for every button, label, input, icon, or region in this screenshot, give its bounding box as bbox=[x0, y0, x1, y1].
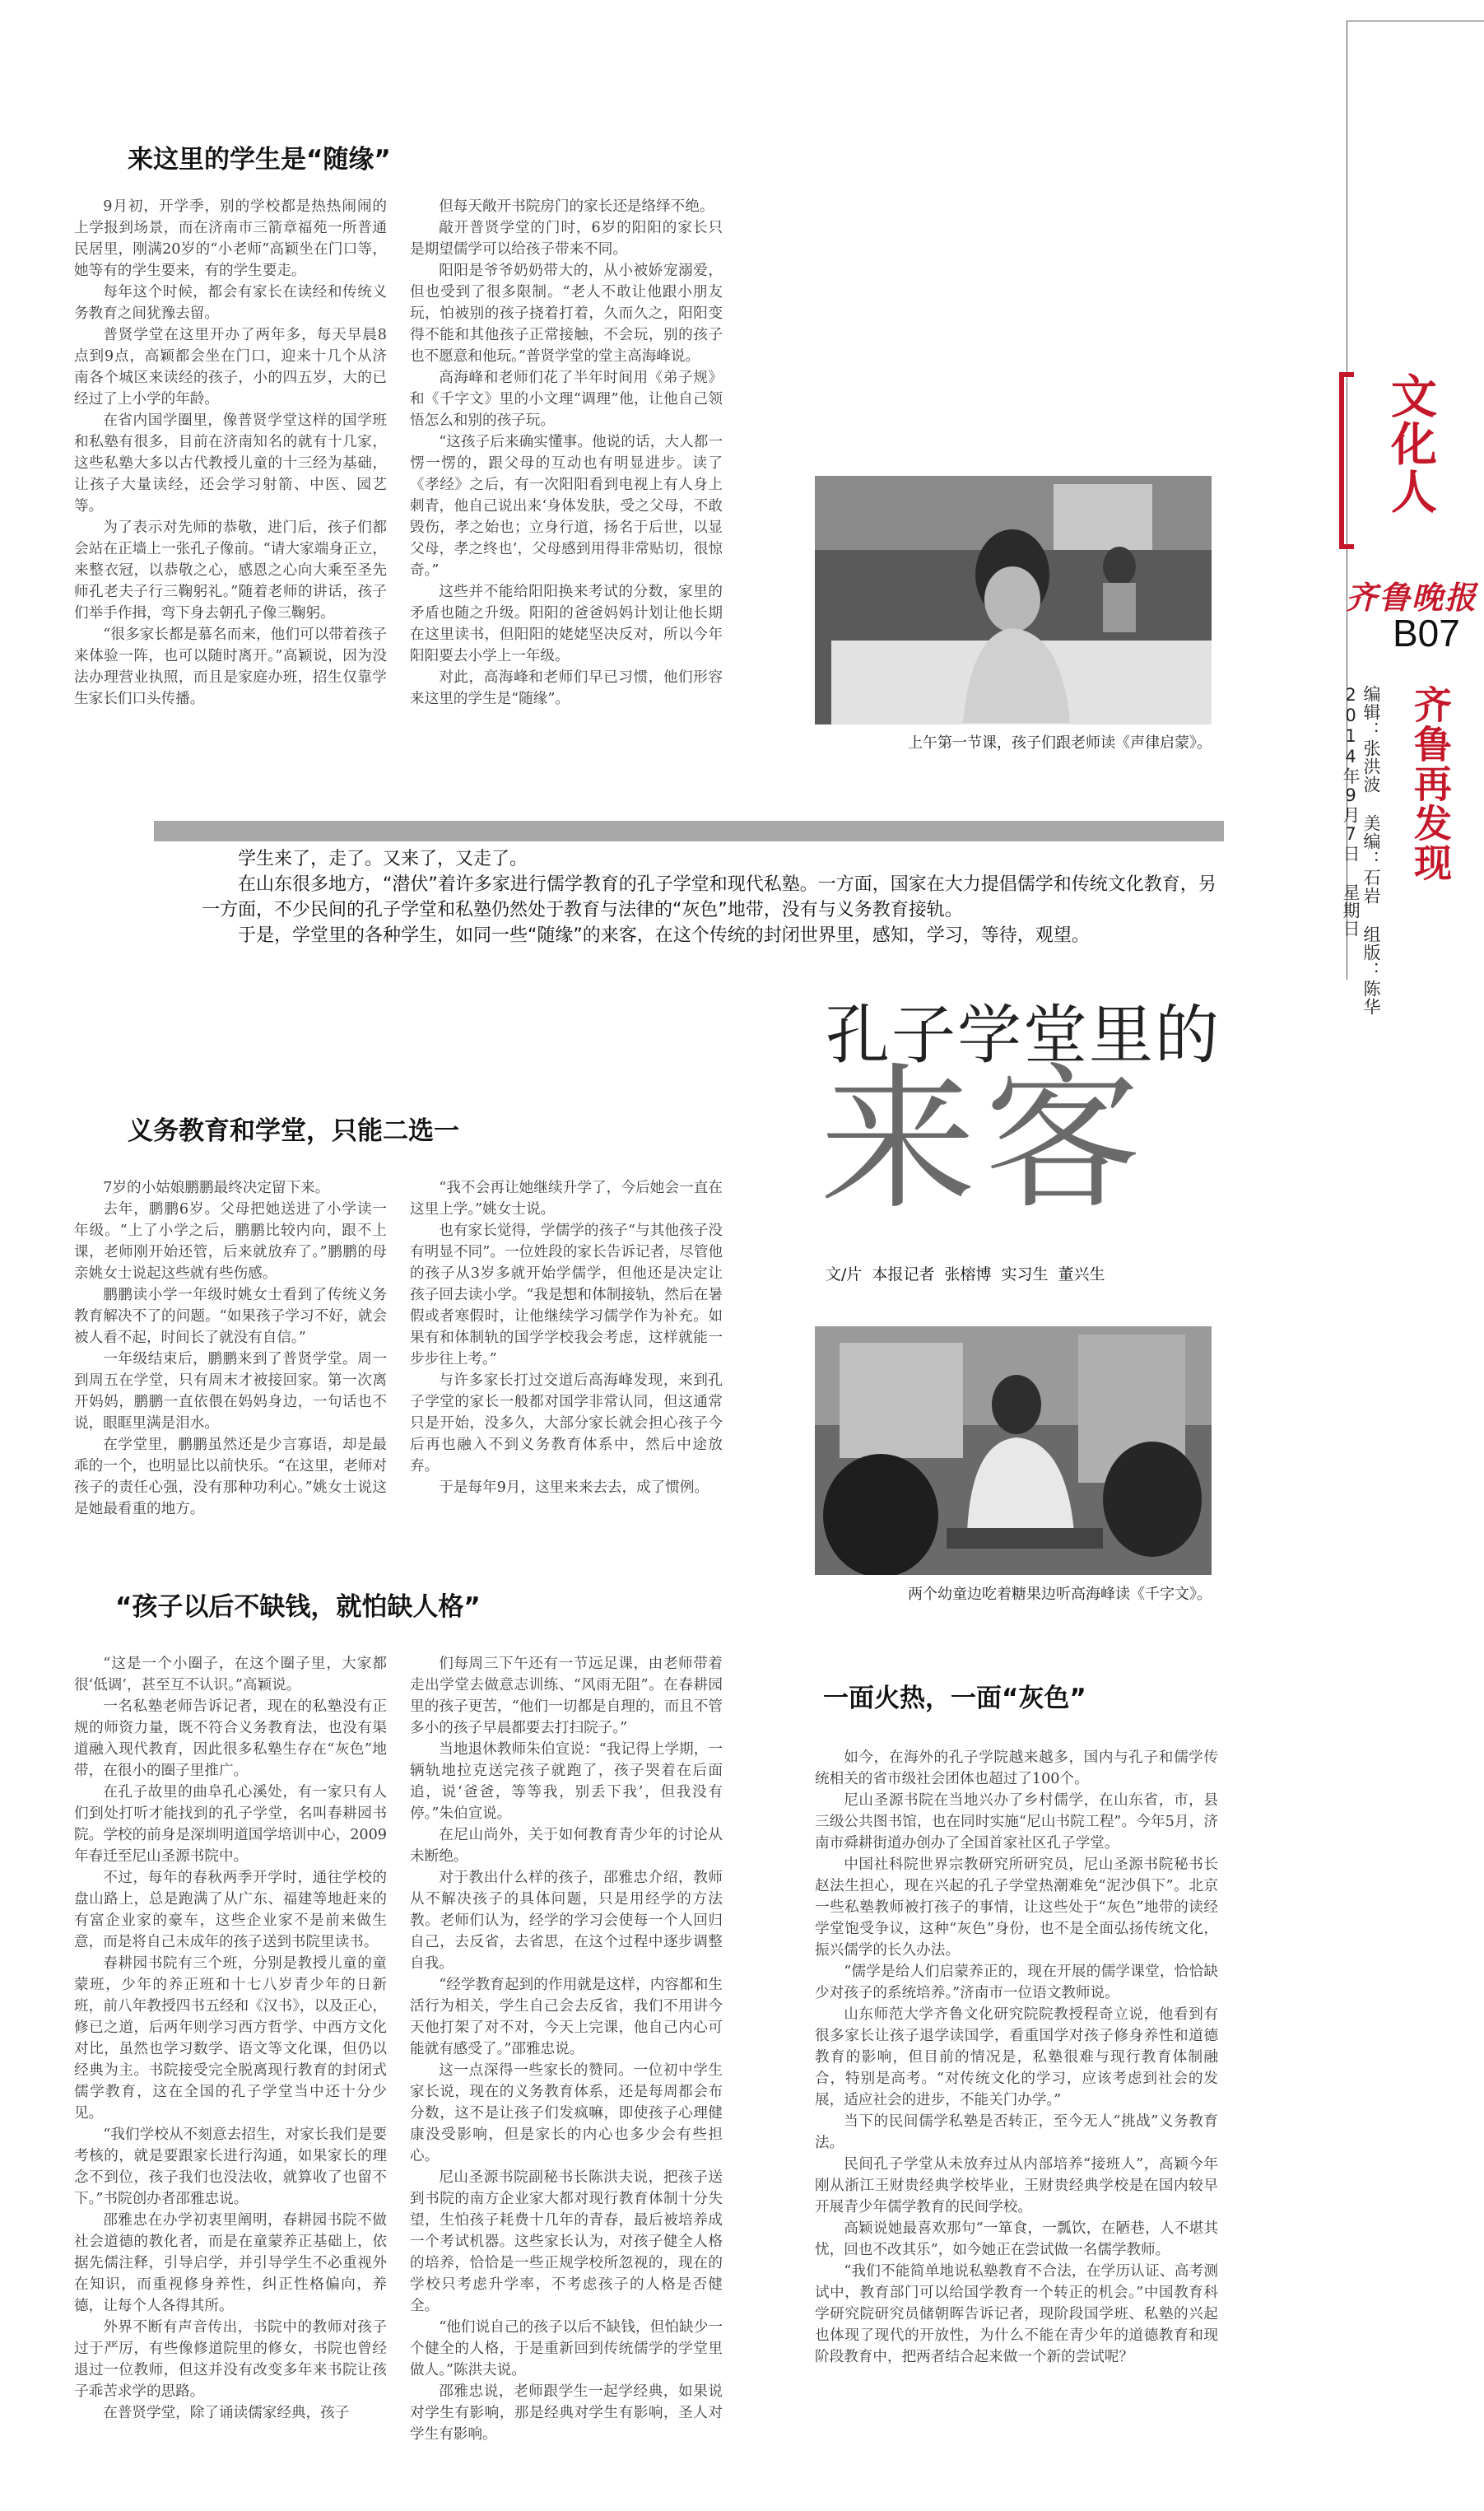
paragraph: 这一点深得一些家长的赞同。一位初中学生家长说，现在的义务教育体系，还是每周都会布分数，这不是让孩子们发疯嘛，即使孩子心理健康没受影响，但是家长的内心也多少会有些担心。 bbox=[410, 2062, 723, 2164]
paragraph: “他们说自己的孩子以后不缺钱，但怕缺少一个健全的人格，于是重新回到传统儒学的学堂里做人。”陈洪夫说。 bbox=[410, 2319, 723, 2378]
paragraph: “我不会再让她继续升学了，今后她会一直在这里上学。”姚女士说。 bbox=[410, 1180, 723, 1218]
paragraph: 民间孔子学堂从未放弃过从内部培养“接班人”，高颖今年刚从浙江王财贵经典学校毕业，王财贵经典学校是在国内较早开展青少年儒学教育的民间学校。 bbox=[815, 2156, 1218, 2215]
paragraph: 9月初，开学季，别的学校都是热热闹闹的上学报到场景，而在济南市三箭章福苑一所普通民居里，刚满20岁的“小老师”高颖坐在门口等，她等有的学生要来，有的学生要走。 bbox=[74, 198, 387, 279]
paragraph: 尼山圣源书院在当地兴办了乡村儒学，在山东省，市，县三级公共图书馆，也在同时实施“尼山书院工程”。今年5月，济南市舜耕街道办创办了全国首家社区孔子学堂。 bbox=[815, 1792, 1218, 1852]
paragraph: 敲开普贤学堂的门时，6岁的阳阳的家长只是期望儒学可以给孩子带来不同。 bbox=[410, 220, 723, 258]
section-heading-4: 一面火热，一面“灰色” bbox=[823, 1684, 1086, 1713]
paragraph: 邵雅忠说，老师跟学生一起学经典，如果说对学生有影响，那是经典对学生有影响，圣人对学生有影响。 bbox=[410, 2383, 723, 2443]
paragraph: “很多家长都是慕名而来，他们可以带着孩子来体验一阵，也可以随时离开。”高颖说，因为没法办理营业执照，而且是家庭办班，招生仅靠学生家长们口头传播。 bbox=[74, 627, 387, 707]
paragraph: 对于教出什么样的孩子，邵雅忠介绍，教师从不解决孩子的具体问题，只是用经学的方法教。老师们认为，经学的学习会使每一个人回归自己，去反省，去省思，在这个过程中逐步调整自我。 bbox=[410, 1870, 723, 1972]
paragraph: 在孔子故里的曲阜孔心溪处，有一家只有人们到处打听才能找到的孔子学堂，名叫春耕园书院。学校的前身是深圳明道国学培训中心，2009年春迁至尼山圣源书院中。 bbox=[74, 1784, 387, 1865]
paragraph: 阳阳是爷爷奶奶带大的，从小被娇宠溺爱，但也受到了很多限制。“老人不敢让他跟小朋友玩，怕被别的孩子挠着打着，久而久之，阳阳变得不能和其他孩子正常接触，不会玩，别的孩子也不愿意和他玩。”普贤学堂的堂主高海峰说。 bbox=[410, 263, 723, 365]
paragraph: 中国社科院世界宗教研究所研究员，尼山圣源书院秘书长赵法生担心，现在兴起的孔子学堂热潮难免“泥沙俱下”。北京一些私塾教师被打孩子的事情，让这些处于“灰色”地带的读经学堂饱受争议，这种“灰色”身份，也不是全面弘扬传统文化，振兴儒学的长久办法。 bbox=[815, 1856, 1218, 1959]
paragraph: 一名私塾老师告诉记者，现在的私塾没有正规的师资力量，既不符合义务教育法，也没有渠道融入现代教育，因此很多私塾生存在“灰色”地带，在很小的圈子里推广。 bbox=[74, 1698, 387, 1779]
paragraph: 当地退休教师朱伯宣说：“我记得上学期，一辆轨地拉克送完孩子就跑了，孩子哭着在后面追，说‘爸爸，等等我，别丢下我’，但我没有停。”朱伯宣说。 bbox=[410, 1741, 723, 1822]
paragraph: “经学教育起到的作用就是这样，内容都和生活行为相关，学生自己会去反省，我们不用讲今天他打架了对不对，今天上完课，他自己内心可能就有感受了。”邵雅忠说。 bbox=[410, 1977, 723, 2057]
paragraph: 对此，高海峰和老师们早已习惯，他们形容来这里的学生是“随缘”。 bbox=[410, 669, 723, 707]
paragraph: 鹏鹏读小学一年级时姚女士看到了传统义务教育解决不了的问题。“如果孩子学习不好，就会被人看不起，时间长了就没有自信。” bbox=[74, 1287, 387, 1346]
article-intro bbox=[202, 846, 1222, 948]
paragraph: “这是一个小圈子，在这个圈子里，大家都很‘低调’，甚至互不认识。”高颖说。 bbox=[74, 1656, 387, 1693]
paragraph: 一年级结束后，鹏鹏来到了普贤学堂。周一到周五在学堂，只有周末才被接回家。第一次离开妈妈，鹏鹏一直依偎在妈妈身边，一句话也不说，眼眶里满是泪水。 bbox=[74, 1351, 387, 1432]
intro-line-2: 在山东很多地方，“潜伏”着许多家进行儒学教育的孔子学堂和现代私塾。一方面，国家在大力提倡儒学和传统文化教育，另一方面，不少民间的孔子学堂和私塾仍然处于教育与法律的“灰色”地带，没有与义务教育接轨。 bbox=[202, 874, 1217, 920]
paragraph: 在省内国学圈里，像普贤学堂这样的国学班和私塾有很多，目前在济南知名的就有十几家，这些私塾大多以古代教授儿童的十三经为基础，让孩子大量读经，还会学习射箭、中医、园艺等。 bbox=[74, 412, 387, 515]
section-label: 文化人 bbox=[1384, 372, 1437, 515]
paragraph: 7岁的小姑娘鹏鹏最终决定留下来。 bbox=[103, 1180, 330, 1196]
paragraph: 如今，在海外的孔子学院越来越多，国内与孔子和儒学传统相关的省市级社会团体也超过了100个。 bbox=[815, 1749, 1218, 1787]
paragraph: 在普贤学堂，除了诵读儒家经典，孩子 bbox=[103, 2405, 350, 2421]
section-title: 齐鲁再发现 bbox=[1408, 685, 1453, 883]
paragraph: 普贤学堂在这里开办了两年多，每天早晨8点到9点，高颖都会坐在门口，迎来十几个从济南各个城区来读经的孩子，小的四五岁，大的已经过了上小学的年龄。 bbox=[74, 327, 387, 408]
paragraph: “这孩子后来确实懂事。他说的话，大人都一愣一愣的，跟父母的互动也有明显进步。读了《孝经》之后，有一次阳阳看到电视上有人身上刺青，他自己说出来‘身体发肤，受之父母，不敢毁伤，孝之始也；立身行道，扬名于后世，以显父母，孝之终也’，父母感到用得非常贴切，很惊奇。” bbox=[410, 434, 723, 579]
newspaper-logo: 齐鲁晚报 bbox=[1346, 579, 1478, 616]
column-s4 bbox=[815, 1747, 1218, 2488]
section-label-box bbox=[1339, 372, 1438, 549]
paragraph: 在学堂里，鹏鹏虽然还是少言寡语，却是最乖的一个，也明显比以前快乐。“在这里，老师对孩子的责任心强，没有那种功利心。”姚女士说这是她最看重的地方。 bbox=[74, 1437, 387, 1517]
paragraph: 山东师范大学齐鲁文化研究院院教授程奇立说，他看到有很多家长让孩子退学读国学，看重国学对孩子修身养性和道德教育的影响，但目前的情况是，私塾很难与现行教育体制融合，特别是高考。“对传统文化的学习，应该考虑到社会的发展，适应社会的进步，不能关门办学。” bbox=[815, 2006, 1218, 2108]
column-s1-right bbox=[410, 196, 723, 764]
article-headline-main: 来客 bbox=[820, 1049, 1150, 1231]
paragraph: 们每周三下午还有一节远足课，由老师带着走出学堂去做意志训练、“风雨无阻”。在春耕园里的孩子更苦，“他们一切都是自理的，而且不管多小的孩子早晨都要去打扫院子。” bbox=[410, 1656, 723, 1736]
section-heading-3: “孩子以后不缺钱，就怕缺人格” bbox=[115, 1592, 481, 1622]
column-s1-left bbox=[74, 196, 387, 797]
section-heading-2: 义务教育和学堂，只能二选一 bbox=[128, 1116, 459, 1146]
paragraph: 于是每年9月，这里来来去去，成了惯例。 bbox=[439, 1479, 709, 1496]
paragraph: 为了表示对先师的恭敬，进门后，孩子们都会站在正墙上一张孔子像前。“请大家端身正立，来整衣冠，以恭敬之心，感恩之心向大乘至圣先师孔老夫子行三鞠躬礼。”随着老师的讲话，孩子们举手作揖，弯下身去朝孔子像三鞠躬。 bbox=[74, 519, 387, 622]
photo-classroom bbox=[815, 476, 1212, 724]
photo-caption-2: 两个幼童边吃着糖果边听高海峰读《千字文》。 bbox=[908, 1586, 1212, 1603]
article-headline-top: 孔子学堂里的 bbox=[826, 999, 1221, 1073]
paragraph: 外界不断有声音传出，书院中的教师对孩子过于严厉，有些像修道院里的修女，书院也曾经退过一位教师，但这并没有改变多年来书院让孩子乖苦求学的思路。 bbox=[74, 2319, 387, 2400]
section-heading-1: 来这里的学生是“随缘” bbox=[128, 145, 391, 175]
article-byline: 文/片 本报记者 张榕博 实习生 董兴生 bbox=[826, 1265, 1105, 1283]
column-s2-right bbox=[410, 1177, 723, 1540]
label-bracket bbox=[1339, 372, 1354, 549]
paragraph: “我们不能简单地说私塾教育不合法，在学历认证、高考测试中，教育部门可以给国学教育一个转正的机会。”中国教育科学研究院研究员储朝晖告诉记者，现阶段国学班、私塾的兴起也体现了现代的开放性，为什么不能在青少年的道德教育和现阶段教育中，把两者结合起来做一个新的尝试呢？ bbox=[815, 2263, 1218, 2365]
photo-caption-1: 上午第一节课，孩子们跟老师读《声律启蒙》。 bbox=[908, 734, 1212, 752]
photo-teacher-children bbox=[815, 1326, 1212, 1575]
column-s2-left bbox=[74, 1177, 387, 1540]
intro-line-1: 学生来了，走了。又来了，又走了。 bbox=[238, 849, 528, 869]
editor-line: 编辑：张洪波 美编：石岩 组版：陈华 bbox=[1361, 685, 1381, 1016]
paragraph: 高海峰和老师们花了半年时间用《弟子规》和《千字文》里的小文理“调理”他，让他自己领悟怎么和别的孩子玩。 bbox=[410, 370, 723, 429]
paragraph: 与许多家长打过交道后高海峰发现，来到孔子学堂的家长一般都对国学非常认同，但这通常只是开始，没多久，大部分家长就会担心孩子今后再也融入不到义务教育体系中，然后中途放弃。 bbox=[410, 1372, 723, 1474]
date-line: 2014年9月7日 星期日 bbox=[1341, 685, 1361, 938]
paragraph: 春耕园书院有三个班，分别是教授儿童的童蒙班，少年的养正班和十七八岁青少年的日新班，前八年教授四书五经和《汉书》，以及正心，修已之道，后两年则学习西方哲学、中西方文化对比，虽然也学习数学、语文等文化课，但仍以经典为主。书院接受完全脱离现行教育的封闭式儒学教育，这在全国的孔子学堂当中还十分少见。 bbox=[74, 1955, 387, 2122]
paragraph: 邵雅忠在办学初衷里阐明，春耕园书院不做社会道德的教化者，而是在童蒙养正基础上，依据先儒注释，引导启学，并引导学生不必重视外在知识，而重视修身养性，纠正性格偏向，养德，让每个人各得其所。 bbox=[74, 2212, 387, 2314]
intro-line-3: 于是，学堂里的各种学生，如同一些“随缘”的来客，在这个传统的封闭世界里，感知，学习，等待，观望。 bbox=[238, 925, 1090, 946]
paragraph: 这些并不能给阳阳换来考试的分数，家里的矛盾也随之升级。阳阳的爸爸妈妈计划让他长期在这里读书，但阳阳的姥姥坚决反对，所以今年阳阳要去小学上一年级。 bbox=[410, 584, 723, 664]
paragraph: “我们学校从不刻意去招生，对家长我们是要考核的，就是要跟家长进行沟通，如果家长的理念不到位，孩子我们也没法收，就算收了也留不下。”书院创办者邵雅忠说。 bbox=[74, 2127, 387, 2207]
column-s3-left bbox=[74, 1653, 387, 2485]
divider-bar bbox=[154, 821, 1224, 841]
paragraph: 但每天敞开书院房门的家长还是络绎不绝。 bbox=[439, 198, 714, 215]
paragraph: 高颖说她最喜欢那句“一箪食，一瓢饮，在陋巷，人不堪其忧，回也不改其乐”，如今她正在尝试做一名儒学教师。 bbox=[815, 2220, 1218, 2258]
column-s3-right bbox=[410, 1653, 723, 2485]
paragraph: 尼山圣源书院副秘书长陈洪夫说，把孩子送到书院的南方企业家大都对现行教育体制十分失望，生怕孩子耗费十几年的青春，最后被培养成一个考试机器。这些家长认为，对孩子健全人格的培养，恰恰是一些正规学校所忽视的，现在的学校只考虑升学率，不考虑孩子的人格是否健全。 bbox=[410, 2169, 723, 2314]
page-number: B07 bbox=[1393, 612, 1460, 655]
paragraph: 不过，每年的春秋两季开学时，通往学校的盘山路上，总是跑满了从广东、福建等地赶来的有富企业家的豪车，这些企业家不是前来做生意，而是将自己未成年的孩子送到书院里读书。 bbox=[74, 1870, 387, 1950]
paragraph: 当下的民间儒学私塾是否转正，至今无人“挑战”义务教育法。 bbox=[815, 2113, 1218, 2151]
paragraph: “儒学是给人们启蒙养正的，现在开展的儒学课堂，恰恰缺少对孩子的系统培养。”济南市一位语文教师说。 bbox=[815, 1964, 1218, 2001]
paragraph: 在尼山尚外，关于如何教育青少年的讨论从未断绝。 bbox=[410, 1827, 723, 1865]
paragraph: 也有家长觉得，学儒学的孩子“与其他孩子没有明显不同”。一位姓段的家长告诉记者，尽管他的孩子从3岁多就开始学儒学，但他还是决定让孩子回去读小学。“我是想和体制接轨，然后在暑假或者寒假时，让他继续学习儒学作为补充。如果有和体制轨的国学学校我会考虑，这样就能一步步往上考。” bbox=[410, 1223, 723, 1367]
paragraph: 每年这个时候，都会有家长在读经和传统义务教育之间犹豫去留。 bbox=[74, 284, 387, 322]
paragraph: 去年，鹏鹏6岁。父母把她送进了小学读一年级。“上了小学之后，鹏鹏比较内向，跟不上课，老师刚开始还管，后来就放弃了。”鹏鹏的母亲姚女士说起这些就有些伤感。 bbox=[74, 1201, 387, 1282]
